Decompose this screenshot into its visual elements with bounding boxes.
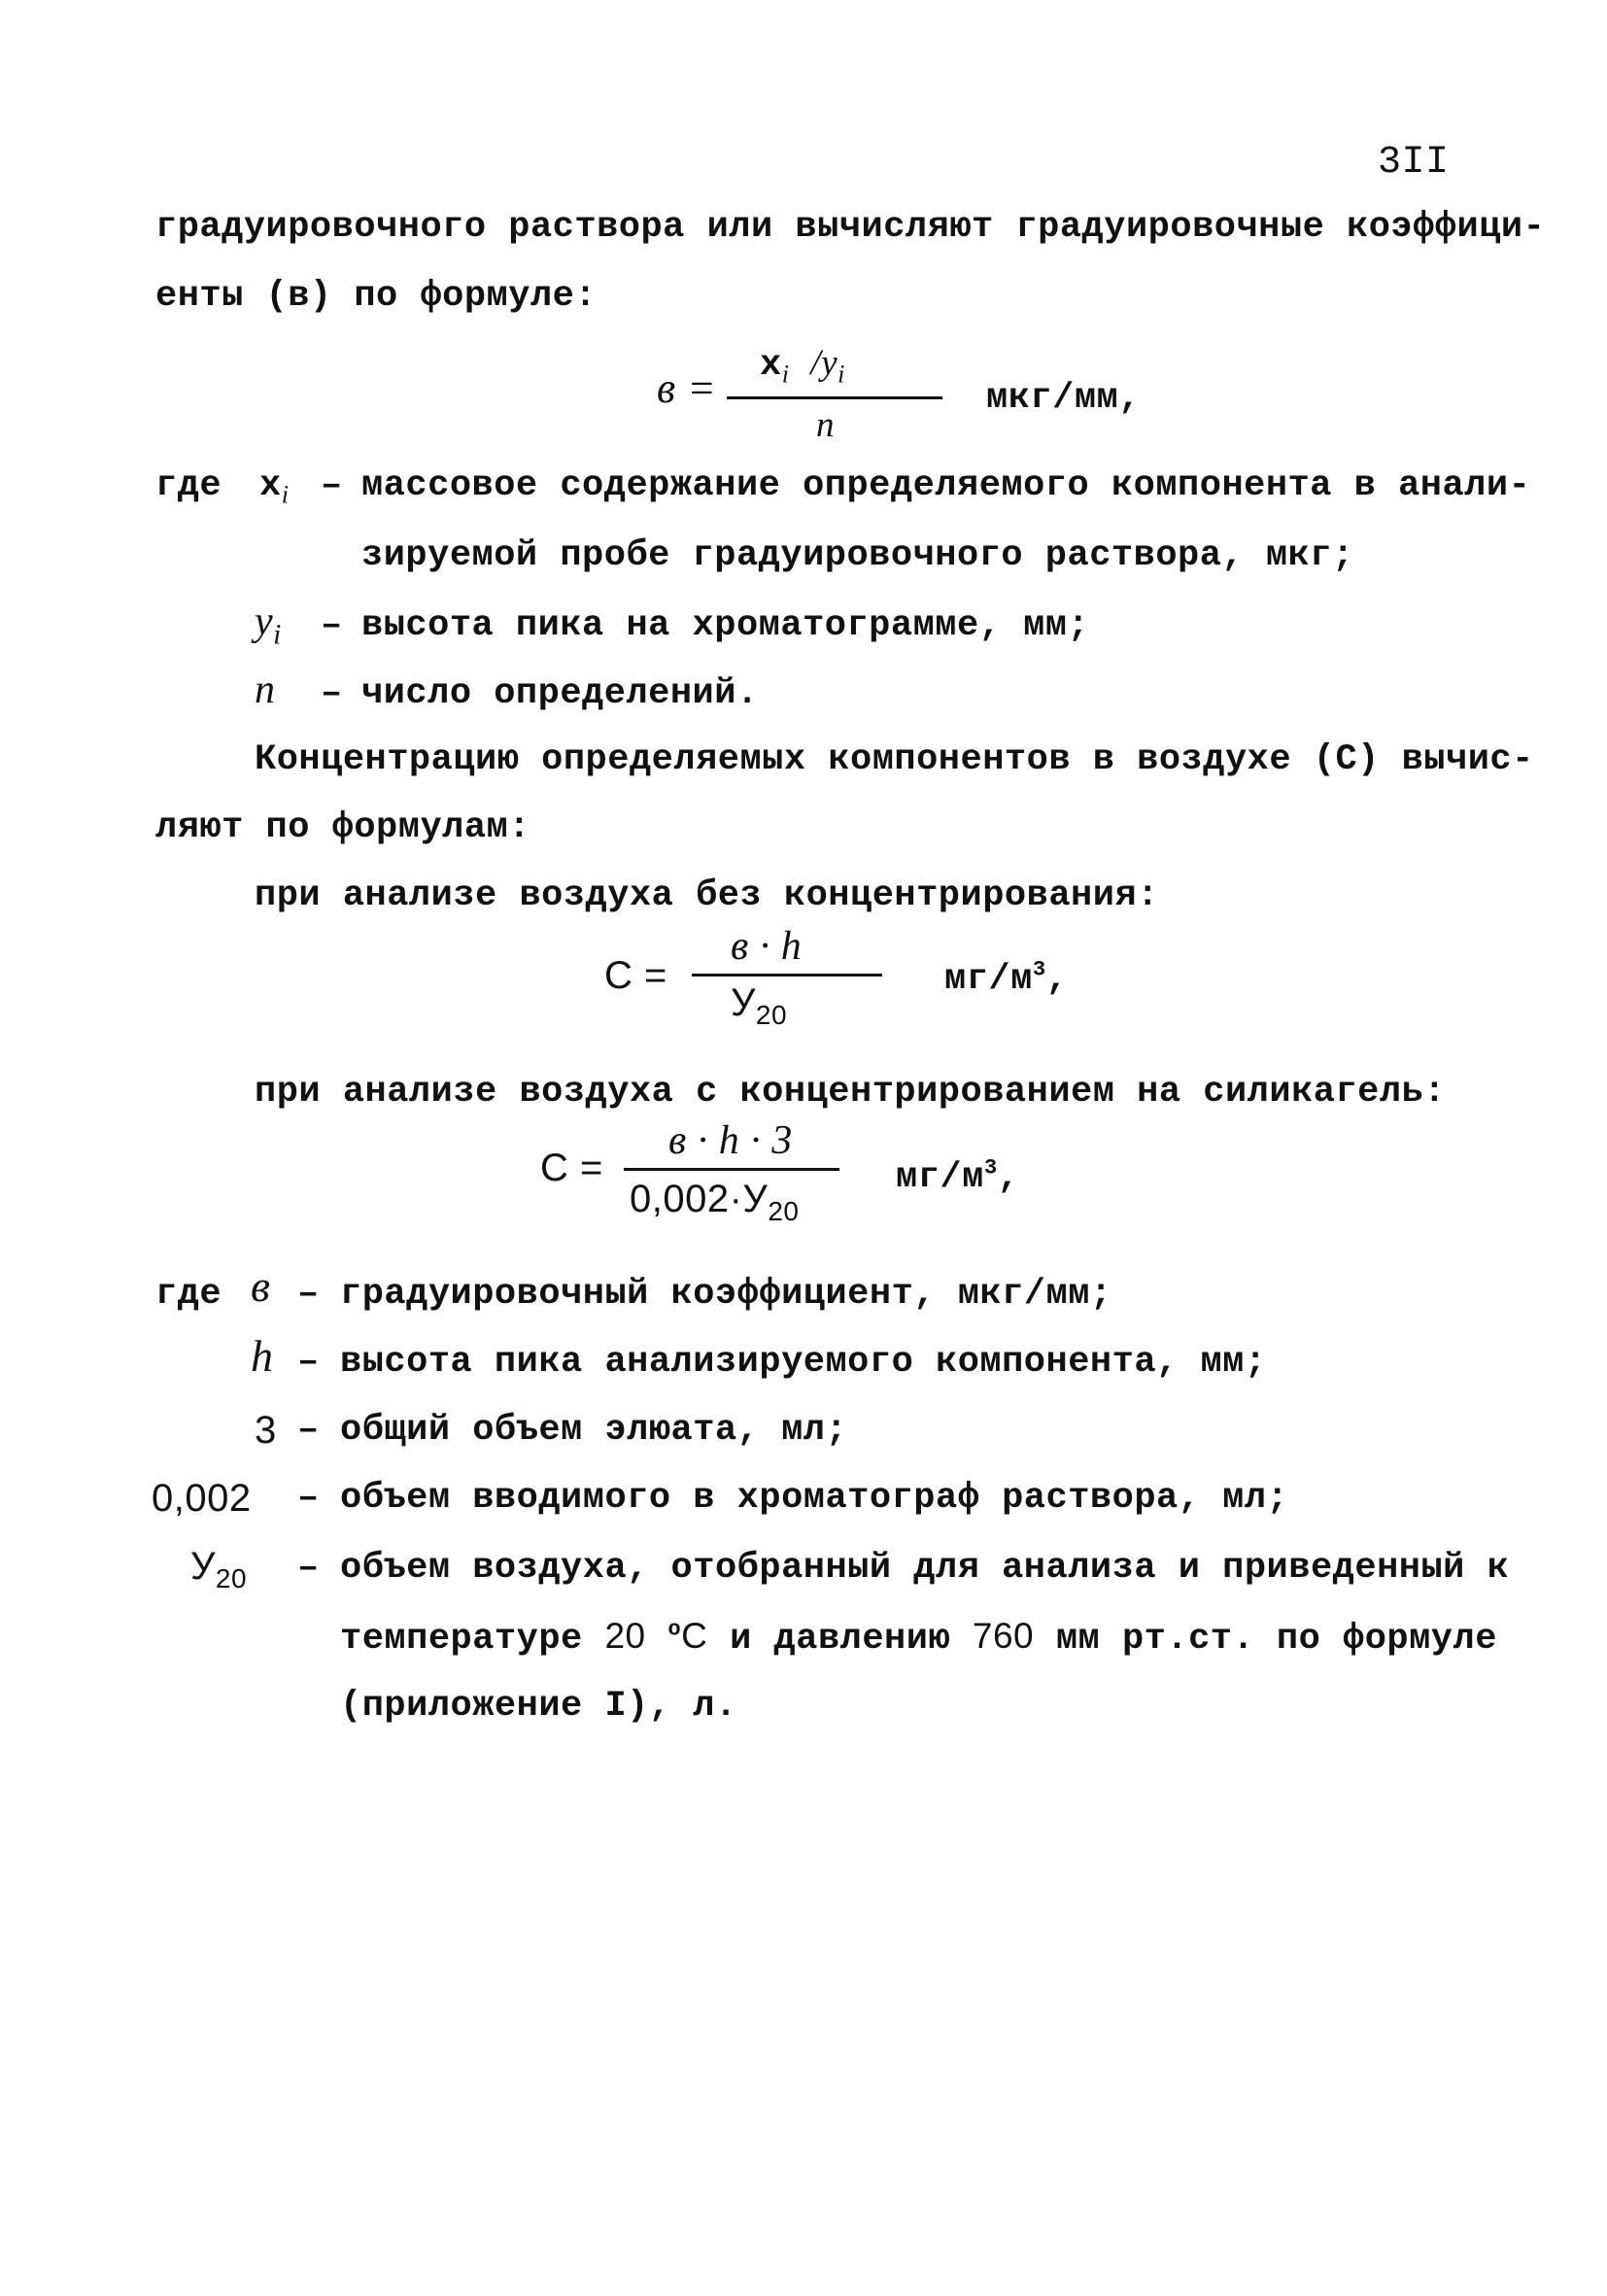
defs2-h-symbol: h <box>251 1331 274 1381</box>
defs2-v-line-2-temp: 20 <box>604 1616 646 1656</box>
defs2-b-text: градуировочный коэффициент, мкг/мм; <box>340 1274 1112 1315</box>
formula3-den-v: 0,002·У <box>630 1178 769 1220</box>
defs2-three-text: общий объем элюата, мл; <box>340 1410 848 1451</box>
formula2-lhs: С = <box>604 954 667 997</box>
formula1-num-x: x <box>760 345 782 386</box>
defs1-y-dash: – <box>321 605 343 646</box>
defs2-vol-symbol: 0,002 <box>152 1477 252 1520</box>
formula2-den-sub: 20 <box>755 1000 788 1030</box>
defs1-x-sub: i <box>281 480 290 509</box>
defs2-v-symbol <box>190 1545 248 1593</box>
defs2-v-line-2-b: и давлению <box>730 1619 951 1660</box>
formula2-den-v: У <box>731 981 756 1024</box>
defs2-v-line-2-c: С <box>681 1616 708 1656</box>
formula3-unit-base: мг/м <box>896 1157 984 1198</box>
intro-line-1: градуировочного раствора или вычисляют градуировочные коэффици- <box>155 207 1546 248</box>
formula2-unit-base: мг/м <box>944 959 1033 1000</box>
defs2-vol-dash: – <box>297 1478 320 1519</box>
formula3-denominator <box>630 1178 800 1226</box>
conc-line-1: Концентрацию определяемых компонентов в воздухе (С) вычис- <box>255 739 1534 780</box>
defs1-n-symbol: n <box>255 668 276 712</box>
formula3-unit <box>896 1156 1019 1199</box>
formula2-unit <box>944 958 1068 1001</box>
defs2-v-line-2 <box>340 1615 1497 1661</box>
formula1-numerator <box>760 342 845 387</box>
formula1-num-y: /y <box>810 343 838 383</box>
defs1-x-line-1: массовое содержание определяемого компонента в анали- <box>361 465 1531 506</box>
defs1-n-dash: – <box>321 673 343 714</box>
formula1-lhs: в = <box>657 364 717 412</box>
defs2-v-line-1: объем воздуха, отобранный для анализа и приведенный к <box>340 1548 1510 1589</box>
defs2-v-letter: У <box>190 1545 216 1588</box>
defs2-v-line-2-a: температуре <box>340 1619 583 1660</box>
defs1-y-symbol <box>255 600 282 651</box>
defs2-v-line-3: (приложение I), л. <box>340 1686 737 1727</box>
intro-line-2: енты (в) по формуле: <box>155 276 598 317</box>
defs1-where: где <box>155 465 222 506</box>
formula2-fraction-bar <box>692 974 882 977</box>
formula1-fraction-bar <box>727 396 942 399</box>
defs1-y-letter: y <box>255 600 274 644</box>
defs1-x-line-2: зируемой пробе градуировочного раствора, мкг; <box>361 535 1354 576</box>
page-number: 3II <box>1378 141 1450 185</box>
formula3-lhs: С = <box>540 1147 603 1189</box>
formula3-den-sub: 20 <box>768 1196 800 1226</box>
defs2-three-dash: – <box>297 1410 320 1451</box>
defs2-where: где <box>155 1274 222 1315</box>
defs2-h-text: высота пика анализируемого компонента, мм; <box>340 1342 1267 1383</box>
defs2-v-line-2-pressure: 760 <box>972 1616 1035 1656</box>
formula2-numerator: в · h <box>731 924 803 969</box>
formula3-numerator: в · h · 3 <box>668 1118 793 1163</box>
defs2-b-dash: – <box>297 1274 320 1315</box>
formula3-fraction-bar <box>624 1168 839 1171</box>
formula1-num-x-sub: i <box>781 360 790 389</box>
defs1-n-text: число определений. <box>361 673 759 714</box>
defs2-v-sub: 20 <box>215 1563 248 1593</box>
formula1-unit: мкг/мм, <box>986 378 1141 419</box>
defs2-h-dash: – <box>297 1342 320 1383</box>
defs1-x-letter: x <box>259 465 282 506</box>
defs1-y-sub: i <box>273 619 282 651</box>
case1-text: при анализе воздуха без концентрирования: <box>255 875 1159 916</box>
defs2-b-symbol: в <box>251 1261 271 1311</box>
defs1-y-text: высота пика на хроматограмме, мм; <box>361 605 1090 646</box>
formula3-unit-end: , <box>997 1157 1020 1198</box>
defs2-three-symbol: 3 <box>255 1409 277 1452</box>
formula2-denominator <box>731 981 788 1030</box>
formula1-denominator: n <box>816 405 835 445</box>
case2-text: при анализе воздуха с концентрированием на силикагель: <box>255 1072 1446 1113</box>
formula1-num-y-sub: i <box>838 360 845 389</box>
formula2-unit-sup: 3 <box>1032 957 1046 982</box>
formula2-unit-end: , <box>1045 959 1069 1000</box>
defs2-vol-text: объем вводимого в хроматограф раствора, мл; <box>340 1478 1289 1519</box>
defs2-v-dash: – <box>297 1548 320 1589</box>
conc-line-2: ляют по формулам: <box>155 807 530 848</box>
formula3-unit-sup: 3 <box>983 1155 998 1181</box>
defs1-x-dash: – <box>321 465 343 506</box>
defs2-v-line-2-c2: мм рт.ст. по формуле <box>1055 1619 1497 1660</box>
defs1-x-symbol <box>259 464 289 507</box>
defs2-v-line-2-deg: о <box>667 1617 682 1642</box>
